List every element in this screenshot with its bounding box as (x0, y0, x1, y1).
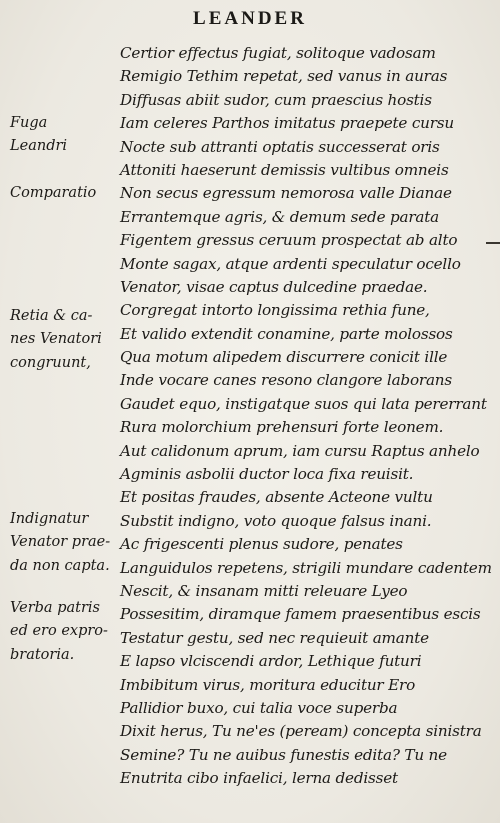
verse-line: Diffusas abiit sudor, cum praescius hostis (120, 90, 432, 109)
verse-line: Non secus egressum nemorosa valle Dianae (120, 184, 452, 203)
verse-line: Semine? Tu ne auibus funestis edita? Tu ne (120, 745, 447, 764)
verse-line: Monte sagax, atque ardenti speculatur ocello (120, 254, 461, 273)
marginal-note-line: nes Venatori (10, 331, 102, 348)
running-head: LEANDER (193, 8, 307, 29)
verse-line: Enutrita cibo infaelici, lerna dedisset (120, 769, 398, 788)
verse-line: Gaudet equo, instigatque suos qui lata pererrant (120, 394, 487, 413)
marginal-note-line: Retia & ca- (10, 308, 93, 324)
verse-line: Venator, visae captus dulcedine praedae. (120, 277, 428, 296)
verse-line: Pallidior buxo, cui talia voce superba (120, 698, 398, 717)
page-edge-mark (486, 242, 500, 244)
verse-line: Imbibitum virus, moritura educitur Ero (120, 675, 416, 694)
verse-line: Possesitim, diramque famem praesentibus escis (120, 605, 481, 624)
verse-line: Rura molorchium prehensuri forte leonem. (120, 418, 444, 437)
verse-line: Ac frigescenti plenus sudore, penates (120, 535, 403, 554)
marginal-note-line: Leandri (10, 138, 68, 155)
marginal-note-retia (10, 305, 120, 375)
marginal-note-verba (10, 597, 120, 667)
marginal-note-line: congruunt, (10, 354, 91, 371)
marginal-note-line: da non capta. (10, 557, 110, 574)
verse-line: Inde vocare canes resono clangore laborans (120, 371, 452, 390)
marginal-note-line: Indignatur (10, 511, 89, 527)
verse-line: Remigio Tethim repetat, sed vanus in auras (120, 67, 448, 86)
verse-line: Nescit, & insanam mitti releuare Lyeo (120, 581, 408, 600)
verse-line: Testatur gestu, sed nec requieuit amante (120, 628, 429, 647)
verse-line: Figentem gressus ceruum prospectat ab alto (120, 231, 458, 250)
verse-line: Et positas fraudes, absente Acteone vultu (120, 488, 433, 507)
verse-line: Substit indigno, voto quoque falsus inani. (120, 511, 432, 530)
marginal-note-indignatur (10, 508, 120, 578)
verse-line: Certior effectus fugiat, solitoque vadosam (120, 44, 436, 62)
marginal-note-fuga (10, 112, 120, 159)
marginal-note-comparatio (10, 182, 120, 205)
verse-line: Corgregat intorto longissima rethia fune, (120, 301, 430, 320)
verse-line: Dixit herus, Tu ne'es (peream) concepta sinistra (120, 722, 482, 741)
verse-line: E lapso vlciscendi ardor, Lethique futuri (120, 652, 422, 671)
marginal-note-line: Fuga (10, 115, 48, 131)
verse-line: Aut calidonum aprum, iam cursu Raptus anhelo (120, 441, 480, 460)
verse-text (120, 42, 490, 791)
verse-line: Nocte sub attranti optatis successerat oris (120, 137, 440, 156)
marginal-note-line: Comparatio (10, 185, 97, 201)
verse-line: Qua motum alipedem discurrere conicit ille (120, 348, 448, 367)
verse-line: Et valido extendit conamine, parte molossos (120, 324, 453, 343)
verse-line: Attoniti haeserunt demissis vultibus omneis (120, 160, 449, 179)
verse-line: Errantemque agris, & demum sede parata (120, 207, 440, 226)
marginal-note-line: ed ero expro- (10, 623, 108, 640)
marginal-note-line: bratoria. (10, 646, 75, 663)
marginal-note-line: Venator prae- (10, 534, 111, 551)
verse-line: Iam celeres Parthos imitatus praepete cursu (120, 114, 454, 133)
marginal-note-line: Verba patris (10, 600, 100, 616)
verse-line: Agminis asbolii ductor loca fixa reuisit. (120, 465, 414, 484)
verse-line: Languidulos repetens, strigili mundare cadentem (120, 558, 492, 577)
